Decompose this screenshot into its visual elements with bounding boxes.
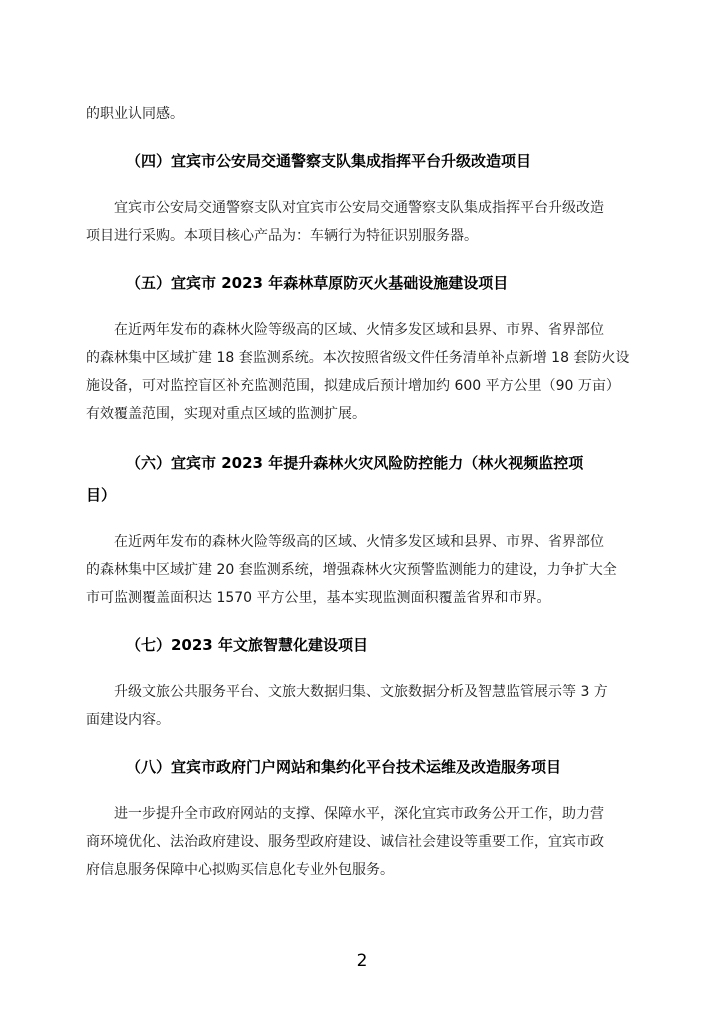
section-heading-5: （五）宜宾市 2023 年森林草原防灭火基础设施建设项目 [126,274,509,292]
section-heading-6-continuation: 目） [86,486,117,504]
paragraph-line: 的森林集中区域扩建 20 套监测系统，增强森林火灾预警监测能力的建设，力争扩大全 [86,562,617,578]
section-heading-4: （四）宜宾市公安局交通警察支队集成指挥平台升级改造项目 [126,152,532,170]
paragraph-line: 宜宾市公安局交通警察支队对宜宾市公安局交通警察支队集成指挥平台升级改造 [114,200,604,216]
paragraph-line: 在近两年发布的森林火险等级高的区域、火情多发区域和县界、市界、省界部位 [114,534,604,550]
paragraph-line: 有效覆盖范围，实现对重点区域的监测扩展。 [86,406,366,422]
section-heading-7: （七）2023 年文旅智慧化建设项目 [126,636,368,654]
paragraph-line: 升级文旅公共服务平台、文旅大数据归集、文旅数据分析及智慧监管展示等 3 方 [114,684,608,700]
page-number: 2 [356,951,368,971]
paragraph-line: 项目进行采购。本项目核心产品为：车辆行为特征识别服务器。 [86,228,478,244]
paragraph-line: 府信息服务保障中心拟购买信息化专业外包服务。 [86,862,394,878]
paragraph-line: 在近两年发布的森林火险等级高的区域、火情多发区域和县界、市界、省界部位 [114,322,604,338]
paragraph-line: 面建设内容。 [86,712,170,728]
continuation-text: 的职业认同感。 [86,106,184,122]
section-heading-6: （六）宜宾市 2023 年提升森林火灾风险防控能力（林火视频监控项 [126,454,584,472]
section-heading-8: （八）宜宾市政府门户网站和集约化平台技术运维及改造服务项目 [126,758,562,776]
paragraph-line: 商环境优化、法治政府建设、服务型政府建设、诚信社会建设等重要工作，宜宾市政 [86,834,604,850]
paragraph-line: 施设备，可对监控盲区补充监测范围，拟建成后预计增加约 600 平方公里（90 万亩） [86,378,620,394]
paragraph-line: 的森林集中区域扩建 18 套监测系统。本次按照省级文件任务清单补点新增 18 套防火设 [86,350,630,366]
paragraph-line: 进一步提升全市政府网站的支撑、保障水平，深化宜宾市政务公开工作，助力营 [114,806,604,822]
paragraph-line: 市可监测覆盖面积达 1570 平方公里，基本实现监测面积覆盖省界和市界。 [86,590,551,606]
